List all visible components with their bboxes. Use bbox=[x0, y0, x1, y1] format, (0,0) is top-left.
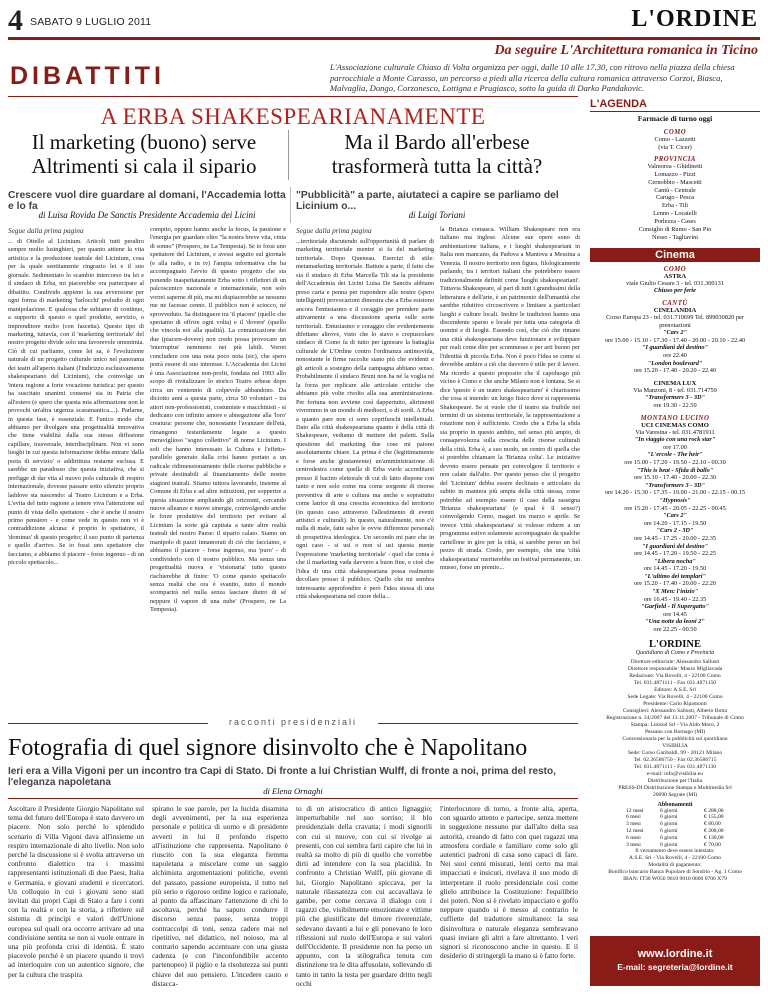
cinema-list bbox=[590, 266, 760, 634]
credit-line: VISIBILIA bbox=[662, 742, 688, 749]
subscription-cell: 12 mesi bbox=[626, 828, 644, 835]
right-byline: di Luigi Toriani bbox=[408, 210, 466, 220]
credit-line: Redazione: Via Rovelli, 4 - 22100 Como bbox=[629, 672, 721, 679]
subscription-cell: 3 mesi bbox=[626, 841, 641, 848]
subscription-cell: 6 mesi bbox=[626, 814, 641, 821]
bottom-article-col1: Ascoltare il Presidente Giorgio Napolitano sul tema del futuro dell'Europa è stato davvero un piacere. Non solo perché lo splendido scenario di Villa Vigoni dava all'insieme un respiro internazionale di alto livello. Non solo perché la discussione si è svolta attraverso un confronto dialettico tra i massimi rappresentanti istituzionali di due Paesi, Italia e Germania, e giovani studenti e ricercatori. Un colloquio in cui i giovani sono stati invitati dai propri Capi di Stato a fare i conti con la realtà e con la storia, a riflettere sul sistema di princìpi e valori dell'Unione europea sul quali ora occorre arrivare ad una condivisione sentita se non si vuole entrare in una più profonda crisi di identità. È stato piacevole perché è un piacere quando ti trovi ad interloquire con un autentico signore, che per la cultura che traspira bbox=[8, 804, 144, 979]
right-subhead: "Pubblicità" a parte, aiutateci a capire se parliamo del Licinium o... bbox=[296, 190, 559, 212]
credit-line: Direttore responsabile: Mauro Migliavada bbox=[627, 665, 723, 672]
credit-line: 20090 Segrate (MI) bbox=[652, 791, 698, 798]
film-times: ore 14.45 - 17.20 - 19.50 - 22.25 bbox=[633, 550, 717, 558]
subscription-cell: 3 mesi bbox=[626, 821, 641, 828]
subscription-cell: 6 giorni bbox=[660, 841, 678, 848]
film-title: "Garfield - Il Supergatto" bbox=[640, 603, 710, 611]
bottom-article-col3: to di un aristocratico di antico lignaggio; imperturbabile nel suo sorriso; il blu presidenziale della cravatta; i modi signorili con cui si muove, con cui si rivolge ai presenti, con cui sembra farti capire che lui in realtà sa molto di più di quello che vorrebbe dirti ad intendere con la sua placidità. In confronto a Christian Wulff, più giovane di lui, Giorgio Napolitano spiccava, per la naturale rilassatezza con cui accavallava le gambe, per come cercava il dialogo con i ragazzi che, visibilmente emozionate e vittime più che giustificate del timore riverenziale, sedevano davanti a lui e gli ponevano le loro riflessioni sul ruolo dell'Europa e sui valori dell'Occidente. Il presidente non ha perso un appunto, con la stilografica tenuta con distinzione tra le dita affusolate, sollevando di tanto in tanto la testa per guardare dritto negli occhi bbox=[296, 804, 432, 988]
pharmacy-entry: Lomazzo - Pizzi bbox=[654, 170, 696, 178]
subscription-cell: € 70,00 bbox=[704, 841, 721, 848]
section-rule bbox=[8, 96, 578, 97]
film-title: "X Men: l'inizio" bbox=[651, 588, 699, 596]
film-times: ore 15.20 - 17.40 - 20.00 - 22.20 bbox=[633, 580, 717, 588]
film-times: ore 15.10 - 17.40 - 20.00 - 22.30 bbox=[633, 474, 717, 482]
credit-line: Stampa: Litosud Srl - Via Aldo Moro, 2 bbox=[630, 721, 720, 728]
film-title: "Hypnosis" bbox=[659, 496, 691, 504]
pharmacy-entry: (via T. Cicer) bbox=[658, 143, 692, 151]
credit-line: A.S.E. Srl - Via Rovelli, 4 - 22100 Como bbox=[628, 855, 722, 862]
bottom-byline: di Elena Ornaghi bbox=[263, 786, 323, 796]
film-title: "Cars 2" bbox=[663, 329, 687, 337]
left-article-col1 bbox=[8, 226, 144, 708]
agenda-title: L'AGENDA bbox=[590, 98, 760, 112]
left-article-col2 bbox=[150, 226, 286, 707]
rubric-bar bbox=[8, 717, 578, 729]
left-byline: di Luisa Rovida De Sanctis Presidente Accademia dei Licini bbox=[38, 210, 256, 220]
subscription-cell: € 288,00 bbox=[704, 807, 724, 814]
credit-line: Pessano con Bornago (MI) bbox=[644, 728, 706, 735]
cinema-address: Via Manzoni, 8 - tel. 031.714759 bbox=[633, 386, 717, 394]
credit-line: Registrazione n. 24/2007 del 13.11.2007 - Tribunale di Como bbox=[606, 714, 744, 721]
continued-label: Segue dalla prima pagina bbox=[296, 226, 372, 235]
cinema-name: ASTRA bbox=[663, 272, 687, 280]
right-article-col1 bbox=[296, 226, 434, 708]
cinema-name: UCI CINEMAS COMO bbox=[641, 421, 709, 429]
subscription-cell: € 155,00 bbox=[704, 814, 724, 821]
film-times: ore 15.20 - 17.40 - 20.20 - 22.40 bbox=[633, 367, 717, 375]
subscription-cell: € 80,00 bbox=[704, 821, 721, 828]
article-body: ...territoriale discutendo sull'opportunità di parlare di marketing territoriale mentre si fa del marketing territoriale. Dopo Queneau. Esercizi di stile: metamarketing territoriale. Battute a parte, il fatto che sia il sindaco di Erba Marcella Tili sia la presidente dell'Accademia dei Licini Luisa De Sanctis abbiano preso carta e penna per rispondere alle nostre (spero intelligenti) provocazioni dimostra che a Erba esistono ancora l'entusiasmo e il coraggio per prendere parte attivamente a una discussione aperta sulle sorte territoriali. Entusiasmo e coraggio che evidentemente difettano altrove, visto che lo stavo e crepuscolare sindaco di Como fa di tutto per ignorare la battaglia culturale de L'Ordine contro l'ordinanza antimovida, nonostante le firme raccolte siano più che evidenti e gli articoli a sostegno della campagna abbiano senso. Probabilmente il sindaco Bruni non ha né la voglia né la forza per replicare alle articolate critiche che abbiamo più volte rivolto alla sua amministrazione. Per fortuna non avviene così dappertutto, altrimenti vivremmo in un mondo di mediocri, o di sordi. A Erba a quanto pare non ci sono coprifuochi intellettuali. Dato alla città shakespeariana quanto è della città di Shakespeare, vediamo di mettere dei paletti. Sulla questione del marketing due cose mi paiono assolutamente chiare. La prima è che (legittimamente e forse anche giustamente) un'amministrazione di centrodestra come quella di Erba vuole accreditarsi presso il bacino elettorale di cui di fatto dispone con tanto e non solo come ma come sorgente di risorse preventiva di arte e cultura ma anche e soprattutto come latrice di una crescita economica del territorio (in questo caso attraverso l'allestimento di eventi artistici e culturali). In questo, naturalmente, non c'è nulla di male, fatte salve le ovvie differenze personali di prospettiva ideologica. Un secondo mi pare che in ogni caso - si usi o non si usi questa mente l'espressione 'marketing territoriale' - quel che conta è che il marketing vada davvero a buon fine, e cioè che l'idea di una città shakespeariana possa realmente decollare presso il pubblico. Quello che mi sembra interessante approfondire è però l'idea stessa di una città shakespeariana nel cuore della... bbox=[296, 238, 434, 601]
credit-line: Modalità di pagamento: bbox=[648, 862, 702, 869]
credit-line: Tel. 031.4871111 - Fax 031.4871130 bbox=[633, 763, 717, 770]
film-title: "Cars 2 - 3D" bbox=[656, 527, 694, 535]
film-title: Chiuso per ferie bbox=[654, 287, 696, 295]
email-link[interactable]: E-mail: segreteria@lordine.it bbox=[617, 962, 733, 972]
pharmacy-entry: Carugo - Pesca bbox=[655, 194, 695, 202]
cinema-address: Corso Europa 23 - tel. 031.710699 Tel. 899030820 per prenotazioni bbox=[606, 314, 744, 329]
subscription-cell: 6 giorni bbox=[660, 821, 678, 828]
pharmacy-list bbox=[590, 129, 760, 242]
cinema-block bbox=[590, 415, 760, 634]
credit-line: Direttore editoriale: Alessandro Sallusti bbox=[630, 658, 720, 665]
film-title: "Una notte da leoni 2" bbox=[645, 618, 705, 626]
film-times: ore 15.00 - 17.20 - 19.50 - 22.10 - 00.30 bbox=[624, 458, 726, 466]
subscription-cell: 6 mesi bbox=[626, 834, 641, 841]
pharmacy-entry: Cernobbio - Mascetti bbox=[648, 178, 702, 186]
cinema-name: CINEMA LUX bbox=[653, 379, 697, 387]
credit-line: Distribuzione per l'Italia bbox=[647, 777, 703, 784]
pharmacy-city: PROVINCIA bbox=[654, 155, 696, 163]
left-headline[interactable]: Il marketing (buono) serve Altrimenti si cala il sipario bbox=[31, 130, 257, 179]
continued-label: Segue dalla prima pagina bbox=[8, 226, 84, 235]
left-subhead: Crescere vuol dire guardare al domani, l'Accademia lotta e lo fa bbox=[8, 190, 286, 212]
pharmacy-entry: Porlezza - Cases bbox=[654, 218, 696, 226]
film-title: "L'ercole - The heir" bbox=[647, 451, 703, 459]
cinema-city: CANTÙ bbox=[662, 300, 688, 308]
header-rule bbox=[8, 37, 760, 40]
credit-line: Concessionaria per la pubblicità sul quotidiano bbox=[622, 735, 728, 742]
article-body: la Brianza comasca. William Shakespeare non era italiano ma inglese. Alcune sue opere sono di ambientazione italiana, e i luoghi shakespeariani in Italia non mancano, da Padova a Mantova a Messina a Venezia. Il nostro territorio non figura, filologicamente parlando, tra i territori italiani che potrebbero essere tradizionalmente definiti come 'luoghi shakespeariani'. Tuttavia Shakespeare, al pari di tutti i grandissimi della letteratura e dell'arte, è un patrimonio dell'umanità che sarebbe riduttivo circoscrivere e limitare a particolari luoghi e culture locali. Inoltre le tradizioni hanno una discendente sparso e locale per tutta una categoria di uomini e di luoghi. Essendo così, che ciò che rimane una città shakespeariana deve funzionare e sviluppare per reali come dire per scommesse e per arti buono per l'identità di piccola Erba. Non è poco l'idea se come si dovrebbe ambire a ciò che davvero è utile per il lavoro. Ma ricordo a questo proposito che il capoluogo più vicino è Como e che anche Milano non è lontana. Se si dice 'questo è un teatro shakespeariano' è chiarissimo che cosa si intende: un luogo fisico dove si rappresenta Shakespeare. Se si vuole che il teatro sia fruibile nei termini di un sistema territoriale, la rappresentazione a rotazione non è sufficiente. Credo che a Erba la sfida sia proprio in questo ambito, nel senso più ampio, di consapevolezza sulla crescita delle risorse culturali della città. Erba è, a suo modo, un centro di quella che si potrebbe chiamare la 'Brianza colta'. Le iniziative devono essere pensate per coinvolgere il territorio e non calate dall'alto. Per questo penso che il progetto del 'Licinium' debba essere declinato e articolato da subito in maniera più ampia della città stessa, come potrebbe ad esempio essere il caso della rassegna 'Brianza shakespeariana' (e qual è il senso?) coinvolgendo Como, magari tra marzo e aprile. Se invece 'città shakespeariana' si volesse ridurre a un programma estivo solamente accompagnato da qualche cartellone in giro per la città, si sarebbe perso un bel pezzo di strada. Credo, per esempio, che una 'città shakespeariana' meriterebbe un festival permanente, un museo, forse un premio... bbox=[440, 226, 580, 572]
film-times: ore 15.00 - 15.10 - 17.30 - 17.40 - 20.00 - 20.10 - 22.40 bbox=[604, 336, 746, 344]
rubric-rule-right bbox=[378, 723, 578, 724]
pharmacy-entry: Consiglio di Rumo - San Pio bbox=[638, 226, 712, 234]
credit-line: e-mail: info@visibilia.eu bbox=[646, 770, 704, 777]
film-times: ore 22.25 - 00.50 bbox=[653, 626, 697, 634]
cinema-title: Cinema bbox=[590, 248, 760, 262]
film-title: "This is beat - Sfida di ballo" bbox=[636, 466, 714, 474]
credit-line: Sede Legale: Via Rovelli, 4 - 22100 Como bbox=[627, 693, 723, 700]
film-title: "I guardiani del destino" bbox=[642, 344, 708, 352]
cinema-block bbox=[590, 300, 760, 375]
article-body: ... di Ottello al Licinium. Articoli tutti peraltro sempre molto lusinghieri, per quanto attiene la vita artistica e la produzione teatrale del Licinium, cosa per la quale sentitamente ringrazio lei e il suo giornale. Sedimentato lo scambio intercorso tra lei e il sindaco di Erba, mi piacerebbe ora partecipare al dibattito. Condivido appieno la sua avversione per ogni forma di marketing 'farlocchi' preludio di ogni manipolazione. E qualcosa che subiamo di continuo, a supporto di questo o quel prodotto, servizio, o imprenditore molto (con fascetta). Questo tipo di marketing, tuttavia, con il 'marketing territoriale' del nostro progetto divide solo una favorevole omonimia. Ciò di cui parliamo, come lei sa, è l'evoluzione naturale di un progetto culturale unico nel panorama dei teatri all'aperto italiani (l'indirizzo esclusivamente shakespeariano del Licinium), che coinvolge un 'intera regione a forte vocazione turistica: per questo ha suscitato unanimi consensi sia in Patria che all'estero (e spero che questa mia affermazione non le provochi un'altra urgenza scaramantica....). Parlarne, in questa fase, è essenziale. E l'unico modo che abbiamo per divulgare una progettualità innovativa che tiene viabilità dalla sua stessa diffusione capillare, trasversale, interdisciplinare. Non vi sono luoghi in cui questa informazione debba entrare 'dalla porta di servizio' o addirittura restarne esclusa. E sarebbe un paradosso che questa iniziativa, che si prefigge di dar vita al nuovo polo culturale di respiro internazionale, dovesse passare sotto silenzio proprio laddove sta nascendo: al Teatro Licinium e a Erba. L'evita del tutto ragione a tenere viva l'attenzione sul punto di vista dello spettatore - che è anche il nostro primo pensiero - e come vede in questo non vi è contraddizione alcuna: è proprio lo spettatore, il 'dominus' di questo progetto; il suo punto di partenza e quello d'arrivo. Se io fossi uno spettatore che facciamo, e abbiamo il piacere - forse ingenuo - di un piccolo spettacolo... bbox=[8, 238, 144, 567]
credit-line: Presidente: Carlo Ripamonti bbox=[643, 700, 707, 707]
credit-line: Editore: A.S.E. Srl bbox=[654, 686, 696, 693]
footer-contact bbox=[590, 936, 760, 986]
cinema-name: CINELANDIA bbox=[653, 307, 697, 315]
page-number: 4 bbox=[8, 4, 23, 37]
pharmacy-entry: Lenno - Locatelli bbox=[653, 210, 697, 218]
section-title: DIBATTITI bbox=[10, 62, 165, 90]
right-article-col2 bbox=[440, 226, 580, 707]
rubric-label: racconti presidenziali bbox=[228, 717, 358, 727]
cinema-block bbox=[590, 380, 760, 410]
film-times: ore 16.45 - 19.40 - 22.35 bbox=[643, 595, 707, 603]
credit-line: IBAN: IT30 W056 9610 9010 0000 0706 X79 bbox=[623, 876, 727, 883]
film-title: "In viaggio con una rock star" bbox=[634, 436, 716, 444]
film-times: ore 14.20 - 15.30 - 17.35 - 19.00 - 21.00 - 22.15 - 00.15 bbox=[604, 489, 746, 497]
subhead-divider bbox=[290, 187, 291, 223]
right-headline[interactable]: Ma il Bardo all'erbese trasformerà tutta la città? bbox=[331, 130, 543, 179]
subscription-cell: 12 mesi bbox=[626, 807, 644, 814]
cinema-block bbox=[590, 266, 760, 295]
film-title: "Transformers 3 - 3D" bbox=[644, 481, 706, 489]
credit-line: Consiglieri: Alessandro Sallusti, Alberto Botta bbox=[623, 707, 727, 714]
subscription-cell: 6 giorni bbox=[660, 834, 678, 841]
pharmacy-entry: Erba - Tili bbox=[662, 202, 688, 210]
film-title: "London boulevard" bbox=[647, 359, 703, 367]
header-deck: L'Associazione culturale Chiaso di Volta organizza per oggi, dalle 10 alle 17.30, con ritrovo nella piazza della chiesa parrocchiale a Monte Carasso, un percorso a piedi alla ricerca della cultura romanica attraverso Corzoi, Biasca, Malvaglia, Dongo, Corzonesco, Lottigna e Prugiasco, sotto la guida di Darko Pandakovic. bbox=[330, 62, 735, 94]
credits-title: L'ORDINE bbox=[649, 638, 701, 650]
film-times: ore 14.45 - 17.20 - 19.50 bbox=[643, 565, 707, 573]
subscription-cell: 6 giorni bbox=[660, 828, 678, 835]
credits-subtitle: Quotidiano di Como e Provincia bbox=[635, 649, 715, 656]
film-times: ore 22.40 bbox=[663, 352, 687, 360]
credit-line: Bonifico bancario Banca Popolare di Sondrio - Ag. 1 Como bbox=[608, 869, 742, 876]
subscription-cell: € 208,00 bbox=[704, 828, 724, 835]
headline-divider bbox=[288, 130, 289, 180]
agenda-sidebar bbox=[590, 98, 760, 936]
masthead: L'ORDINE bbox=[631, 6, 758, 32]
bottom-rule bbox=[8, 798, 578, 799]
kicker: A ERBA SHAKESPEARIANAMENTE bbox=[100, 104, 486, 129]
credit-line: Il versamento deve essere intestato: bbox=[635, 848, 715, 855]
pharmacy-city: COMO bbox=[663, 129, 687, 136]
bottom-article-col4: l'interlocutore di turno, a fronte alta, aperta, con sguardo attento e partecipe, senza mettere in soggezione nessuno pur dall'alto della sua autorità, creando di fatto con quei ragazzi una atmosfera cordiale e familiare come solo gli autentici padroni di casa sono capaci di fare. Nei suoi cenni misurati, lenti certo ma mai impacciati e insicuri, rivelava il suo modo di interpretare il ruolo presidenziale così come glielo attribuisce la Costituzione: l'equilibrio dei poteri. Non si è rivelato impacciato e goffo neppure quando si è messo al contrario le cuffiette del traduttore simultaneo: la sua disinvoltura e naturale eleganza sembravano quasi inviare gli altri a fare altrettanto. I veri signori si riconoscono anche in questo. E il desiderio di stringergli la mano si è fatto forte. bbox=[440, 804, 578, 961]
film-times: ore 14.45 bbox=[663, 610, 687, 618]
pharmacy-entry: Nesso - Tagliavini bbox=[652, 233, 698, 241]
film-times: ore 19.30 - 22.50 bbox=[653, 402, 697, 409]
pharmacy-entry: Como - Lazzetti bbox=[654, 136, 696, 143]
credit-line: Sede: Corso Garibaldi, 99 - 20121 Milano bbox=[627, 749, 723, 756]
cinema-city: COMO bbox=[663, 265, 687, 273]
film-title: "Cars 2" bbox=[663, 512, 687, 520]
film-times: ore 15.20 - 17.45 - 20.05 - 22.25 - 00.45 bbox=[624, 504, 726, 512]
credit-line: Tel. 02.36586750 - Fax 02.36586715 bbox=[633, 756, 717, 763]
credits-list bbox=[590, 659, 760, 799]
credit-line: Tel. 031.4871111 - Fax 031.4871150 bbox=[633, 679, 717, 686]
subscription-cell: € 130,00 bbox=[704, 834, 724, 841]
bottom-article-col2: spirano le sue parole, per la lucida disamina degli avvenimenti, per la sua esperienza personale e politica di uomo e di presidente avverti in lui il profondo rispetto all'istituzione che rappresenta. Napolitano è riuscito con la sua eleganza fiemma napoletana a miscelare come un saggio alchimista argomentazioni politiche, eventi del passato, passione europeista, il tutto nel più serio e rigoroso ordine logico e razionale, al punto da affascinare l'attenzione di chi lo ascoltava, perché ha saputo condurre il discorso senza pause, senza troppi contraccolpi di toni, senza cadere mai nel ripetitivo, nel didattico, nel noioso, ma al contrario sapendo accentuare con una giusta cadenza (e con l'inconfondibile accento partenopeo) il piglio e la risolutezza sui punti chiave del suo pensiero. L'incedere cauto e distacca- bbox=[152, 804, 288, 988]
film-title: "I guardiani del destino" bbox=[642, 542, 708, 550]
subscription-cell: 6 giorni bbox=[660, 814, 678, 821]
film-title: "Transformers 3 - 3D" bbox=[644, 394, 706, 402]
cinema-address: viale Giulio Cesare 3 - tel. 031.300131 bbox=[626, 279, 724, 287]
credit-line: PRESS-DI Distribuzione Stampa e Multimedia Srl bbox=[618, 784, 732, 791]
bottom-headline[interactable]: Fotografia di quel signore disinvolto che è Napolitano bbox=[8, 735, 528, 761]
subscriptions-title: Abbonamenti bbox=[657, 801, 693, 808]
cinema-address: Via Varesina - tel. 031.4781911 bbox=[635, 428, 715, 436]
article-body: compito, oppure hanno anche la focus, la passione e l'energia per guardare oltre "la nostra breve vita, cinta di sonno" (Prospero, ne La Tempesta). Se io fossi uno spettatore del Licinium, e avessi seguito sul giornale (e alla radio, e in tv) l'ampia informativa che ha accompagnato l'avvio di questo progetto che sta ponendo inaspettatamente Erba sotto i riflettori di un palcoscenico nazionale e internazionale, non solo vorrei saperne di più, ma mi dispiacerebbe se nessuno me ne facesse cenno. Il pubblico non è sciocco, né sprovveduto. Sa distinguere tra 'il piacere' (quello che speriamo di offrire ogni volta) e il 'dovere' (quello che vincola noi alla qualità). La comunicazione dei due (piacere-dovere) non credo possa provocare un 'interruptus' nemmeno nei più labili. Vorrei concludere con una nota poco nota (sic), che spero potrà essere di suo interesse. L'Accademia dei Licini è una Associazione non-profit, fondata nel 1993 allo scopo di rivitalizzare lo storico Teatro erbese dopo circa un ventennio di colpevole abbandono. Da diciotto anni a questa parte, circa 50 volontari - tra attori non-professionisti, costumiste e macchinisti - si dedicano con infinito amore e abnegazione alla 'loro' creatura: persone che, nonostante l'avanzare dell'età, rimangono testardamente legate a questo meraviglioso "sogno collettivo" di nome Licinium. I soli che hanno interessato la Cultura e l'effetto-parallelo generato dalla crisi hanno portato a un radicale ridimensionamento delle risorse pubbliche e private destinabili al finanziamento delle nostre stagioni teatrali. Stiamo tuttora lavorando, insieme al Comune di Erba e ad altre istituzioni, per sopperire a questa situazione ampliando gli orizzonti, cercando nuove alleanze e nuove sinergie, coinvolgendo anche le forze produttive del territorio per evitare al Licinium la sorte già capitata a tante altre realtà teatrali del nostro Paese: il sipario calato. Siamo un manipolo di pazzi innamorati di ciò che facciamo, e abbiamo il piacere - forse ingenuo, ma 'puro' - di condividerlo con il nostro pubblico. Ma senza una progettualità nuova e 'visionaria' tutto questo rischierebbe di finire: 'O come questo spettacolo senza realtà che ora è svanito, tutto il mondo scomparirà nel nulla senza lasciare dietro di sé neppure il vapore di una nube' (Prospero, ne La Tempesta). bbox=[150, 226, 286, 614]
pharmacy-entry: Cantù - Centrale bbox=[654, 186, 696, 194]
website-link[interactable]: www.lordine.it bbox=[637, 948, 713, 960]
cinema-city: MONTANO LUCINO bbox=[640, 414, 710, 422]
issue-date: SABATO 9 LUGLIO 2011 bbox=[30, 16, 152, 28]
credits-tail bbox=[590, 848, 760, 883]
film-title: "Libera nocha" bbox=[654, 557, 696, 565]
film-times: ore 17.00 bbox=[663, 443, 687, 451]
subscriptions-table bbox=[590, 808, 760, 849]
bottom-subhead: Ieri era a Villa Vigoni per un incontro tra Capi di Stato. Di fronte a lui Christian Wulff, di fronte a noi, prima del resto, l'eleganza napoletana bbox=[8, 766, 556, 788]
film-times: ore 14.20 - 17.15 - 19.50 bbox=[643, 519, 707, 527]
film-title: "L'ultimo dei templari" bbox=[644, 572, 706, 580]
subscription-cell: 6 giorni bbox=[660, 807, 678, 814]
pharmacy-entry: Valmorea - Ghidinetti bbox=[647, 162, 703, 170]
film-times: ore 14.45 - 17.25 - 20.00 - 22.35 bbox=[633, 534, 717, 542]
eyebrow: Da seguire L'Architettura romanica in Ticino bbox=[494, 43, 758, 58]
pharmacy-title: Farmacie di turno oggi bbox=[637, 114, 713, 123]
